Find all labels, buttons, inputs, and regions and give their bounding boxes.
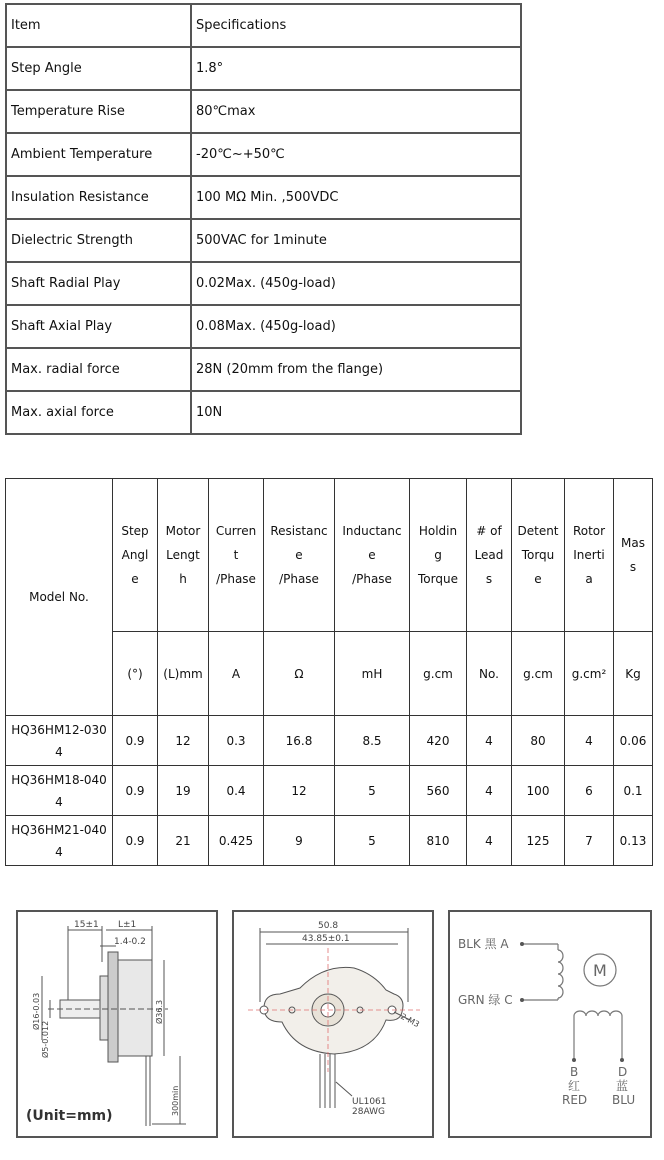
column-header — [209, 479, 264, 632]
unit-label: (Unit=mm) — [26, 1108, 113, 1124]
spec-value: 100 MΩ Min. ,500VDC — [191, 176, 521, 219]
column-header — [565, 479, 614, 632]
column-unit: (L)mm — [158, 632, 209, 716]
model-number-line: 4 — [55, 794, 63, 809]
terminal-dot — [620, 1058, 624, 1062]
column-unit: Ω — [264, 632, 335, 716]
column-header-line: Torque — [418, 572, 458, 586]
model-row — [6, 766, 653, 816]
spec-header-value: Specifications — [191, 4, 521, 47]
spec-value: -20℃~+50℃ — [191, 133, 521, 176]
model-value: 8.5 — [335, 716, 410, 766]
leader-line — [336, 1082, 352, 1096]
column-header-line: e — [534, 572, 542, 586]
model-value: 5 — [335, 816, 410, 866]
spec-item: Max. radial force — [6, 348, 191, 391]
spec-item: Temperature Rise — [6, 90, 191, 133]
dim-width-label: 50.8 — [318, 921, 339, 931]
model-number-line: 4 — [55, 744, 63, 759]
spec-value: 10N — [191, 391, 521, 434]
column-header-line: h — [179, 572, 187, 586]
model-value: 0.4 — [209, 766, 264, 816]
wiring-svg — [450, 912, 650, 1136]
model-value: 12 — [264, 766, 335, 816]
spec-value: 28N (20mm from the flange) — [191, 348, 521, 391]
column-unit: A — [209, 632, 264, 716]
column-header — [113, 479, 158, 632]
spec-header-item: Item — [6, 4, 191, 47]
model-value: 4 — [467, 766, 512, 816]
model-number — [6, 816, 113, 866]
model-value: 420 — [410, 716, 467, 766]
spec-row — [6, 47, 521, 90]
model-value: 0.3 — [209, 716, 264, 766]
dim-flange-label: 1.4-0.2 — [114, 937, 146, 947]
motor-symbol-label: M — [593, 961, 607, 980]
model-value: 4 — [467, 716, 512, 766]
spec-row — [6, 90, 521, 133]
model-value: 12 — [158, 716, 209, 766]
column-header-line: e — [295, 548, 303, 562]
lead-b-cn: 红 — [568, 1079, 581, 1093]
model-value: 0.9 — [113, 816, 158, 866]
column-header-line: Inerti — [573, 548, 605, 562]
model-number-line: HQ36HM21-040 — [11, 822, 107, 837]
spec-item: Max. axial force — [6, 391, 191, 434]
spec-value: 0.02Max. (450g-load) — [191, 262, 521, 305]
column-header-line: /Phase — [352, 572, 392, 586]
model-row — [6, 816, 653, 866]
column-header-line: a — [585, 572, 593, 586]
model-value: 0.06 — [614, 716, 653, 766]
terminal-dot — [520, 942, 524, 946]
coil-ac — [558, 950, 563, 998]
model-value: 0.9 — [113, 716, 158, 766]
model-value: 0.13 — [614, 816, 653, 866]
column-header — [467, 479, 512, 632]
column-unit: (°) — [113, 632, 158, 716]
lead-b-letter: B — [570, 1065, 579, 1079]
model-value: 7 — [565, 816, 614, 866]
spec-row — [6, 391, 521, 434]
dim-lead-label: 300min — [171, 1085, 180, 1116]
dim-holes-label: 43.85±0.1 — [302, 934, 350, 944]
column-header-line: Mas — [621, 536, 645, 550]
model-value: 9 — [264, 816, 335, 866]
model-value: 810 — [410, 816, 467, 866]
column-header-line: Detent — [517, 524, 559, 538]
column-header-line: Angl — [121, 548, 149, 562]
terminal-dot — [520, 998, 524, 1002]
flange — [108, 952, 118, 1062]
model-value: 6 — [565, 766, 614, 816]
column-header-line: s — [485, 572, 493, 586]
model-number — [6, 766, 113, 816]
dim-pilot-label: Ø16-0.03 — [32, 992, 41, 1030]
model-value: 0.425 — [209, 816, 264, 866]
spec-header-row — [6, 4, 521, 47]
column-header-line: Step — [121, 524, 149, 538]
spec-row — [6, 133, 521, 176]
front-view-svg — [234, 912, 432, 1136]
column-header-line: s — [629, 560, 637, 574]
column-header-line: e — [131, 572, 139, 586]
wire-gauge-label: 28AWG — [352, 1107, 385, 1117]
spec-item: Ambient Temperature — [6, 133, 191, 176]
model-value: 21 — [158, 816, 209, 866]
spec-row — [6, 176, 521, 219]
dim-thread-label: 2-M3 — [399, 1011, 421, 1030]
spec-item: Dielectric Strength — [6, 219, 191, 262]
column-header — [410, 479, 467, 632]
spec-row — [6, 219, 521, 262]
pilot-boss — [100, 976, 108, 1040]
model-value: 4 — [565, 716, 614, 766]
lead-d-letter: D — [618, 1065, 628, 1079]
model-value: 125 — [512, 816, 565, 866]
lead-a-label: BLK 黑 A — [458, 937, 509, 951]
wiring-diagram — [448, 910, 652, 1138]
model-value: 19 — [158, 766, 209, 816]
column-unit: g.cm — [410, 632, 467, 716]
model-value: 5 — [335, 766, 410, 816]
dim-top1-label: 15±1 — [74, 920, 99, 930]
spec-row — [6, 348, 521, 391]
lead-c-label: GRN 绿 C — [458, 993, 513, 1007]
motor-body — [118, 960, 152, 1056]
model-header-row — [6, 479, 653, 632]
column-header-line: Lengt — [166, 548, 200, 562]
model-number-line: 4 — [55, 844, 63, 859]
model-number — [6, 716, 113, 766]
front-view-drawing — [232, 910, 434, 1138]
spec-row — [6, 305, 521, 348]
column-header-line: Motor — [165, 524, 201, 538]
column-header-line: e — [368, 548, 376, 562]
column-header-line: g — [434, 548, 442, 562]
column-header-line: /Phase — [279, 572, 319, 586]
column-header-line: Inductanc — [342, 524, 402, 538]
column-header-line: Rotor — [572, 524, 606, 538]
column-header-line: /Phase — [216, 572, 256, 586]
spec-value: 1.8° — [191, 47, 521, 90]
lead-b-en: RED — [562, 1093, 588, 1107]
model-value: 100 — [512, 766, 565, 816]
column-header-line: Lead — [474, 548, 504, 562]
model-no-header: Model No. — [6, 479, 113, 716]
model-table — [5, 478, 653, 866]
spec-value: 0.08Max. (450g-load) — [191, 305, 521, 348]
column-unit: mH — [335, 632, 410, 716]
column-header-line: Resistanc — [270, 524, 328, 538]
model-number-line: HQ36HM18-040 — [11, 772, 107, 787]
wire-type-label: UL1061 — [352, 1097, 387, 1107]
model-value: 0.9 — [113, 766, 158, 816]
column-header-line: Holdin — [418, 524, 458, 538]
model-value: 80 — [512, 716, 565, 766]
spec-row — [6, 262, 521, 305]
spec-item: Shaft Radial Play — [6, 262, 191, 305]
side-view-drawing — [16, 910, 218, 1138]
spec-value: 500VAC for 1minute — [191, 219, 521, 262]
column-header — [264, 479, 335, 632]
terminal-dot — [572, 1058, 576, 1062]
spec-item: Shaft Axial Play — [6, 305, 191, 348]
model-value: 4 — [467, 816, 512, 866]
spec-value: 80℃max — [191, 90, 521, 133]
dim-shaft-label: Ø5-0.012 — [41, 1020, 50, 1058]
column-header — [158, 479, 209, 632]
column-header — [512, 479, 565, 632]
side-view-svg — [18, 912, 216, 1136]
column-header-line: t — [233, 548, 239, 562]
column-unit: Kg — [614, 632, 653, 716]
column-header-line: Curren — [215, 524, 257, 538]
column-header-line: # of — [476, 524, 502, 538]
column-unit: g.cm² — [565, 632, 614, 716]
lead-d-en: BLU — [612, 1093, 636, 1107]
column-header — [614, 479, 653, 632]
column-header-line: Torqu — [521, 548, 555, 562]
spec-item: Step Angle — [6, 47, 191, 90]
spec-item: Insulation Resistance — [6, 176, 191, 219]
column-unit: g.cm — [512, 632, 565, 716]
model-number-line: HQ36HM12-030 — [11, 722, 107, 737]
column-header — [335, 479, 410, 632]
model-value: 0.1 — [614, 766, 653, 816]
coil-bd — [574, 1011, 622, 1016]
dim-body-label: Ø36.3 — [155, 999, 164, 1024]
dim-top2-label: L±1 — [118, 920, 137, 930]
model-value: 16.8 — [264, 716, 335, 766]
model-value: 560 — [410, 766, 467, 816]
lead-d-cn: 蓝 — [616, 1079, 629, 1093]
spec-table — [5, 3, 522, 435]
model-row — [6, 716, 653, 766]
column-unit: No. — [467, 632, 512, 716]
